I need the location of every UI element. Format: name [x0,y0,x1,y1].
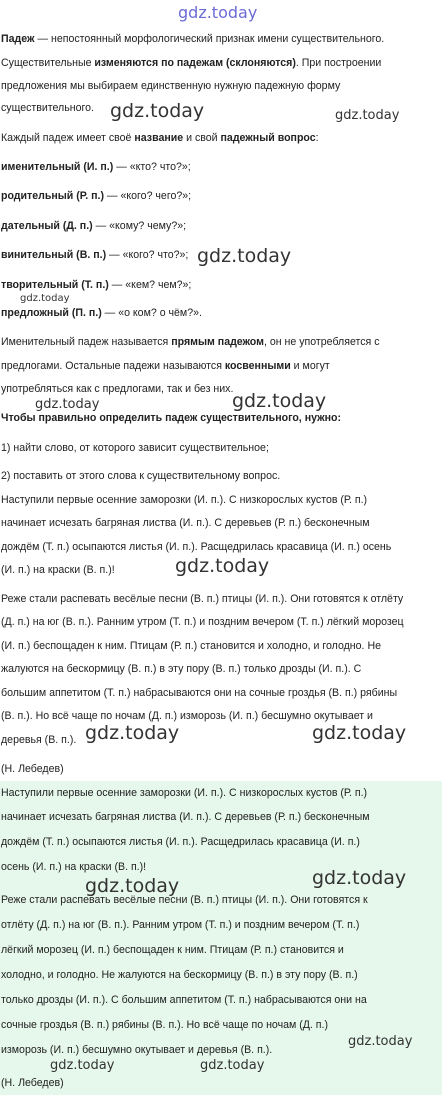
theory-note-3: употребляться как с предлогами, так и без них. [1,383,234,395]
case-dative: дательный (Д. п.) — «кому? чему?»; [1,220,187,232]
watermark: gdz.today [50,1058,115,1073]
text1-line: дождём (Т. п.) осыпаются листья (И. п.). Расщедрилась красавица (И. п.) осень [1,541,392,553]
text1-line: (Д. п.) на юг (В. п.). Ранним утром (Т. п.) и поздним вечером (Т. п.) лёгкий морозец [1,616,404,628]
theory-line-5: Каждый падеж имеет своё название и свой падежный вопрос: [1,132,319,144]
text2-line: сочные гроздья (В. п.) рябины (В. п.). Но всё чаще по ночам (Д. п.) [1,1019,329,1031]
watermark: gdz.today [35,397,100,412]
text2-line: Наступили первые осенние заморозки (И. п.). С низкорослых кустов (Р. п.) [1,787,368,799]
case-accusative: винительный (В. п.) — «кого? что?»; [1,249,189,261]
watermark: gdz.today [335,108,400,123]
watermark: gdz.today [85,722,180,744]
watermark: gdz.today [312,867,407,889]
method-step-1: 1) найти слово, от которого зависит существительное; [1,442,269,454]
watermark: gdz.today [175,555,270,577]
text1-line: Наступили первые осенние заморозки (И. п.). С низкорослых кустов (Р. п.) [1,494,368,506]
watermark: gdz.today [312,722,407,744]
theory-line-1: Падеж — непостоянный морфологический признак имени существительного. [1,33,385,45]
watermark-top: gdz.today [178,3,258,22]
case-instrumental: творительный (Т. п.) — «кем? чем?»; [1,279,192,291]
text1-line: (В. п.). Но всё чаще по ночам (Д. п.) изморозь (И. п.) бесшумно окутывает и [1,710,373,722]
text1-line: жалуются на бескормицу (В. п.) в эту пору (В. п.) только дрозды (И. п.). С [1,663,362,675]
text2-line: только дрозды (И. п.). С большим аппетитом (Т. п.) набрасываются они на [1,994,367,1006]
text1-line: Реже стали распевать весёлые песни (В. п.) птицы (И. п.). Они готовятся к отлёту [1,593,404,605]
text2-line: отлёту (Д. п.) на юг (В. п.). Ранним утром (Т. п.) и поздним вечером (Т. п.) [1,919,360,931]
text1-line: начинает исчезать багряная листва (И. п.). С деревьев (Р. п.) бесконечным [1,517,370,529]
method-heading: Чтобы правильно определить падеж существительного, нужно: [1,412,342,424]
theory-note-2: предлогами. Остальные падежи называются косвенными и могут [1,360,330,372]
text2-line: холодно, и голодно. Не жалуются на бескормицу (В. п.) в эту пору (В. п.) [1,969,358,981]
text2-author: (Н. Лебедев) [1,1077,64,1089]
text2-line: изморозь (И. п.) бесшумно окутывает и деревья (В. п.). [1,1044,273,1056]
text1-line: деревья (В. п.). [1,734,77,746]
watermark: gdz.today [85,875,180,897]
watermark: gdz.today [20,293,70,304]
theory-note-1: Именительный падеж называется прямым падежом, он не употребляется с [1,336,380,348]
watermark: gdz.today [200,1058,265,1073]
text2-line: начинает исчезать багряная листва (И. п.). С деревьев (Р. п.) бесконечным [1,811,370,823]
text1-author: (Н. Лебедев) [1,763,64,775]
text2-line: Реже стали распевать весёлые песни (В. п.) птицы (И. п.). Они готовятся к [1,894,368,906]
watermark: gdz.today [232,390,327,412]
method-step-2: 2) поставить от этого слова к существительному вопрос. [1,470,281,482]
watermark: gdz.today [197,245,292,267]
watermark: gdz.today [348,1034,413,1049]
text1-line: (И. п.) беспощаден к ним. Птицам (Р. п.) становится и холодно, и голодно. Не [1,640,381,652]
case-genitive: родительный (Р. п.) — «кого? чего?»; [1,190,192,202]
theory-line-2: Существительные изменяются по падежам (склоняются). При построении [1,57,382,69]
text2-line: осень (И. п.) на краски (В. п.)! [1,861,147,873]
theory-line-4: существительного. [1,102,94,114]
text1-line: большим аппетитом (Т. п.) набрасываются они на сочные гроздья (В. п.) рябины [1,687,398,699]
text2-line: лёгкий морозец (И. п.) беспощаден к ним. Птицам (Р. п.) становится и [1,944,344,956]
text2-line: дождём (Т. п.) осыпаются листья (И. п.). Расщедрилась красавица (И. п.) [1,836,360,848]
theory-line-3: предложения мы выбираем единственную нужную падежную форму [1,80,341,92]
case-prepositional: предложный (П. п.) — «о ком? о чём?». [1,307,202,319]
text1-line: (И. п.) на краски (В. п.)! [1,564,115,576]
watermark: gdz.today [110,100,205,122]
case-nominative: именительный (И. п.) — «кто? что?»; [1,161,191,173]
